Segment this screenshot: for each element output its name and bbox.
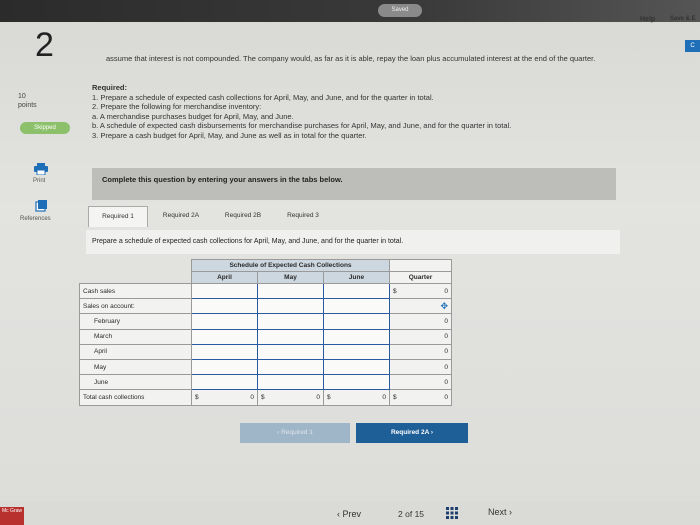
required-line: 2. Prepare the following for merchandise inventory: [92,102,262,111]
row-label: Cash sales [80,284,192,299]
row-label: March [80,329,192,344]
may-may-input[interactable] [258,359,324,374]
table-row [80,299,452,314]
total-quarter-value: 0 [444,393,448,401]
may-april-input[interactable] [192,359,258,374]
prev-label: Prev [342,509,362,519]
instruction-banner [92,168,616,200]
table-row [80,344,452,359]
required-line: b. A schedule of expected cash disbursements for merchandise purchases for April, May, and June, and for the quarter in total. [92,121,512,130]
quarter-value: 0 [390,314,452,329]
instruction-text: Prepare a schedule of expected cash collections for April, May, and June, and for the quarter in total. [92,238,404,245]
banner-text: Complete this question by entering your answers in the tabs below. [102,175,343,184]
total-may-value: 0 [316,393,320,401]
february-april-input[interactable] [192,314,258,329]
column-header-april: April [192,272,258,284]
chevron-right-icon: › [429,429,434,436]
april-may-input[interactable] [258,344,324,359]
references-icon[interactable] [34,200,48,212]
column-header-quarter: Quarter [390,272,452,284]
references-label[interactable]: References [20,216,51,222]
quarter-value: 0 [390,375,452,390]
grid-icon[interactable] [446,507,458,519]
march-april-input[interactable] [192,329,258,344]
june-june-input[interactable] [324,375,390,390]
print-label[interactable]: Print [33,178,46,184]
row-label: Sales on account: [80,299,192,314]
row-label: April [80,344,192,359]
page-total: 15 [414,509,425,519]
next-tab-button[interactable] [356,423,468,443]
april-april-input[interactable] [192,344,258,359]
cash-collections-table [79,259,452,406]
currency-symbol: $ [261,393,265,401]
total-quarter-cell [390,390,452,405]
page-current: 2 [398,509,403,519]
save-exit-link[interactable]: Save & E [670,16,696,22]
june-april-input[interactable] [192,375,258,390]
print-icon[interactable] [34,163,48,175]
total-april-cell [192,390,258,405]
prev-tab-button[interactable] [240,423,350,443]
april-june-input[interactable] [324,344,390,359]
row-label: Total cash collections [80,390,192,405]
required-line: 3. Prepare a cash budget for April, May, and June as well as in total for the quarter. [92,130,367,140]
row-label: June [80,375,192,390]
prev-question-button[interactable] [337,509,361,519]
required-block [92,83,652,140]
points-label: points [18,102,37,109]
cash-sales-may-input[interactable] [258,284,324,299]
march-june-input[interactable] [324,329,390,344]
total-june-cell [324,390,390,405]
next-tab-label: Required 2A [390,429,430,436]
column-header-june: June [324,272,390,284]
tab-required-2b[interactable]: Required 2B [224,212,262,219]
page-of: of [405,509,413,519]
sales-on-account-april-input[interactable] [192,299,258,314]
currency-symbol: $ [327,393,331,401]
schedule-title: Schedule of Expected Cash Collections [192,260,390,272]
total-may-cell [258,390,324,405]
sales-on-account-june-input[interactable] [324,299,390,314]
chevron-right-icon: › [506,507,513,517]
sales-on-account-may-input[interactable] [258,299,324,314]
question-number: 2 [35,26,54,64]
row-label: February [80,314,192,329]
status-badge: Skipped [20,122,70,134]
required-heading: Required: [92,83,128,92]
cash-sales-april-input[interactable] [192,284,258,299]
tab-required-3[interactable]: Required 3 [287,212,319,219]
tab-instruction [86,230,620,254]
tab-required-1[interactable]: Required 1 [88,206,148,227]
chevron-left-icon: ‹ [337,509,343,519]
points-value: 10 [18,93,26,100]
quarter-value: 0 [390,329,452,344]
table-row [80,390,452,405]
next-label: Next [488,507,507,517]
march-may-input[interactable] [258,329,324,344]
header-spacer [390,260,452,272]
table-row [80,329,452,344]
column-header-may: May [258,272,324,284]
side-tab[interactable]: C [685,40,700,52]
brand-logo: Mc Graw [0,507,24,525]
table-row [80,359,452,374]
may-june-input[interactable] [324,359,390,374]
february-june-input[interactable] [324,314,390,329]
cash-sales-june-input[interactable] [324,284,390,299]
total-april-value: 0 [250,393,254,401]
intro-text: assume that interest is not compounded. The company would, as far as it is able, repay the loan plus accumulated interest at the end of the quarter. [106,54,596,63]
saved-indicator: Saved [378,4,422,17]
quarter-value: 0 [444,287,448,295]
table-row [80,284,452,299]
total-june-value: 0 [382,393,386,401]
required-line: 1. Prepare a schedule of expected cash collections for April, May, and June, and for the quarter in total. [92,92,434,102]
table-row [80,375,452,390]
row-label: May [80,359,192,374]
prev-tab-label: Required 1 [281,429,313,436]
header-spacer [80,272,192,284]
quarter-cell [390,284,452,299]
june-may-input[interactable] [258,375,324,390]
points-info [18,92,37,110]
tab-required-2a[interactable]: Required 2A [162,212,200,219]
header-spacer [80,260,192,272]
move-icon[interactable]: ✥ [390,299,452,314]
currency-symbol: $ [195,393,199,401]
next-question-button[interactable] [488,507,512,517]
chevron-left-icon: ‹ [277,429,282,436]
february-may-input[interactable] [258,314,324,329]
table-row [80,314,452,329]
top-bar [0,0,700,22]
page-indicator [398,509,424,519]
quarter-value: 0 [390,359,452,374]
required-line: a. A merchandise purchases budget for April, May, and June. [92,111,294,121]
currency-symbol: $ [393,287,397,295]
currency-symbol: $ [393,393,397,401]
quarter-value: 0 [390,344,452,359]
help-link[interactable]: Help [640,16,656,23]
